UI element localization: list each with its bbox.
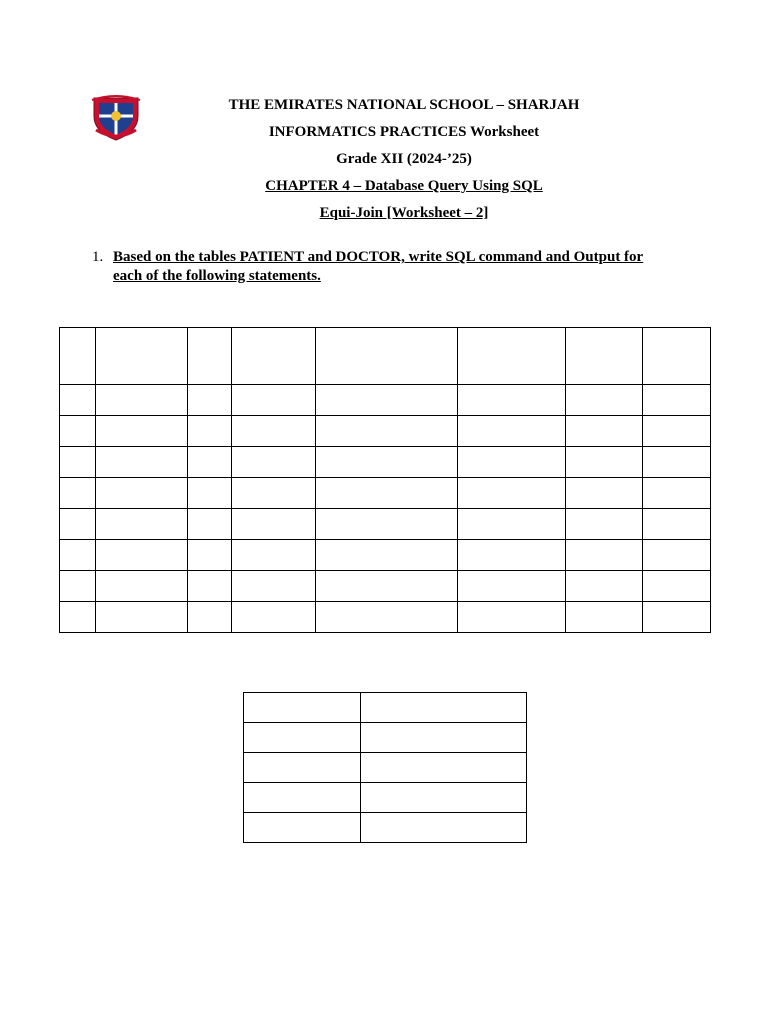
table-cell	[643, 478, 711, 509]
header-cell	[316, 328, 458, 385]
table-cell	[188, 602, 232, 633]
table-row	[60, 416, 711, 447]
table-cell	[244, 783, 361, 813]
table-cell	[60, 478, 96, 509]
table-row	[244, 723, 527, 753]
table-cell	[316, 602, 458, 633]
table-header-row	[60, 328, 711, 385]
table-row	[60, 478, 711, 509]
table-cell	[96, 416, 188, 447]
table-cell	[316, 478, 458, 509]
table-cell	[232, 447, 316, 478]
school-name: THE EMIRATES NATIONAL SCHOOL – SHARJAH	[228, 97, 580, 113]
table-cell	[361, 723, 527, 753]
table-cell	[232, 540, 316, 571]
table-cell	[566, 571, 643, 602]
table-cell	[60, 385, 96, 416]
chapter-title: CHAPTER 4 – Database Query Using SQL	[265, 178, 543, 194]
header-cell	[96, 328, 188, 385]
table-header-row	[244, 693, 527, 723]
table-cell	[96, 509, 188, 540]
table-cell	[566, 509, 643, 540]
table-cell	[316, 416, 458, 447]
table-cell	[244, 723, 361, 753]
table-cell	[458, 385, 566, 416]
table-row	[244, 753, 527, 783]
table-cell	[232, 509, 316, 540]
header-cell	[232, 328, 316, 385]
table-cell	[566, 540, 643, 571]
table-cell	[361, 813, 527, 843]
table-cell	[643, 416, 711, 447]
table-cell	[361, 783, 527, 813]
table-row	[60, 509, 711, 540]
worksheet-title: Equi-Join [Worksheet – 2]	[319, 205, 489, 221]
table-cell	[96, 571, 188, 602]
table-row	[60, 447, 711, 478]
header-cell	[643, 328, 711, 385]
question-number: 1.	[92, 249, 104, 265]
table-cell	[188, 447, 232, 478]
table-cell	[60, 509, 96, 540]
header-cell	[244, 693, 361, 723]
header-cell	[361, 693, 527, 723]
patient-table	[59, 327, 711, 633]
table-cell	[188, 509, 232, 540]
table-cell	[458, 540, 566, 571]
table-cell	[316, 540, 458, 571]
table-row	[244, 783, 527, 813]
header-cell	[566, 328, 643, 385]
table-cell	[566, 602, 643, 633]
question-1	[92, 248, 672, 286]
table-cell	[96, 602, 188, 633]
table-cell	[316, 385, 458, 416]
table-cell	[244, 753, 361, 783]
table-cell	[458, 602, 566, 633]
table-cell	[458, 447, 566, 478]
table-cell	[60, 602, 96, 633]
table-cell	[458, 571, 566, 602]
table-cell	[60, 416, 96, 447]
table-cell	[232, 602, 316, 633]
table-row	[244, 813, 527, 843]
table-cell	[643, 447, 711, 478]
table-cell	[566, 478, 643, 509]
table-cell	[458, 509, 566, 540]
table-cell	[232, 478, 316, 509]
table-cell	[60, 571, 96, 602]
table-row	[60, 540, 711, 571]
table-cell	[188, 416, 232, 447]
table-cell	[96, 385, 188, 416]
table-cell	[96, 540, 188, 571]
table-cell	[232, 385, 316, 416]
table-cell	[188, 540, 232, 571]
table-cell	[566, 385, 643, 416]
table-cell	[232, 416, 316, 447]
table-cell	[458, 416, 566, 447]
table-cell	[361, 753, 527, 783]
table-cell	[643, 571, 711, 602]
doctor-table	[243, 692, 527, 843]
table-cell	[316, 447, 458, 478]
header-cell	[188, 328, 232, 385]
table-cell	[643, 509, 711, 540]
table-cell	[643, 602, 711, 633]
table-cell	[188, 385, 232, 416]
table-cell	[643, 385, 711, 416]
table-cell	[316, 509, 458, 540]
table-cell	[96, 447, 188, 478]
header-cell	[458, 328, 566, 385]
table-row	[60, 602, 711, 633]
header-cell	[60, 328, 96, 385]
table-cell	[188, 571, 232, 602]
worksheet-header	[0, 92, 768, 227]
table-cell	[96, 478, 188, 509]
table-cell	[316, 571, 458, 602]
grade-line: Grade XII (2024-’25)	[336, 151, 472, 167]
table-cell	[458, 478, 566, 509]
subject-title: INFORMATICS PRACTICES Worksheet	[268, 124, 540, 140]
table-cell	[643, 540, 711, 571]
table-cell	[232, 571, 316, 602]
table-cell	[188, 478, 232, 509]
table-cell	[566, 416, 643, 447]
table-cell	[566, 447, 643, 478]
table-cell	[244, 813, 361, 843]
question-text: Based on the tables PATIENT and DOCTOR, write SQL command and Output for each of the following statements.	[113, 249, 644, 284]
table-row	[60, 385, 711, 416]
table-cell	[60, 540, 96, 571]
table-cell	[60, 447, 96, 478]
table-row	[60, 571, 711, 602]
